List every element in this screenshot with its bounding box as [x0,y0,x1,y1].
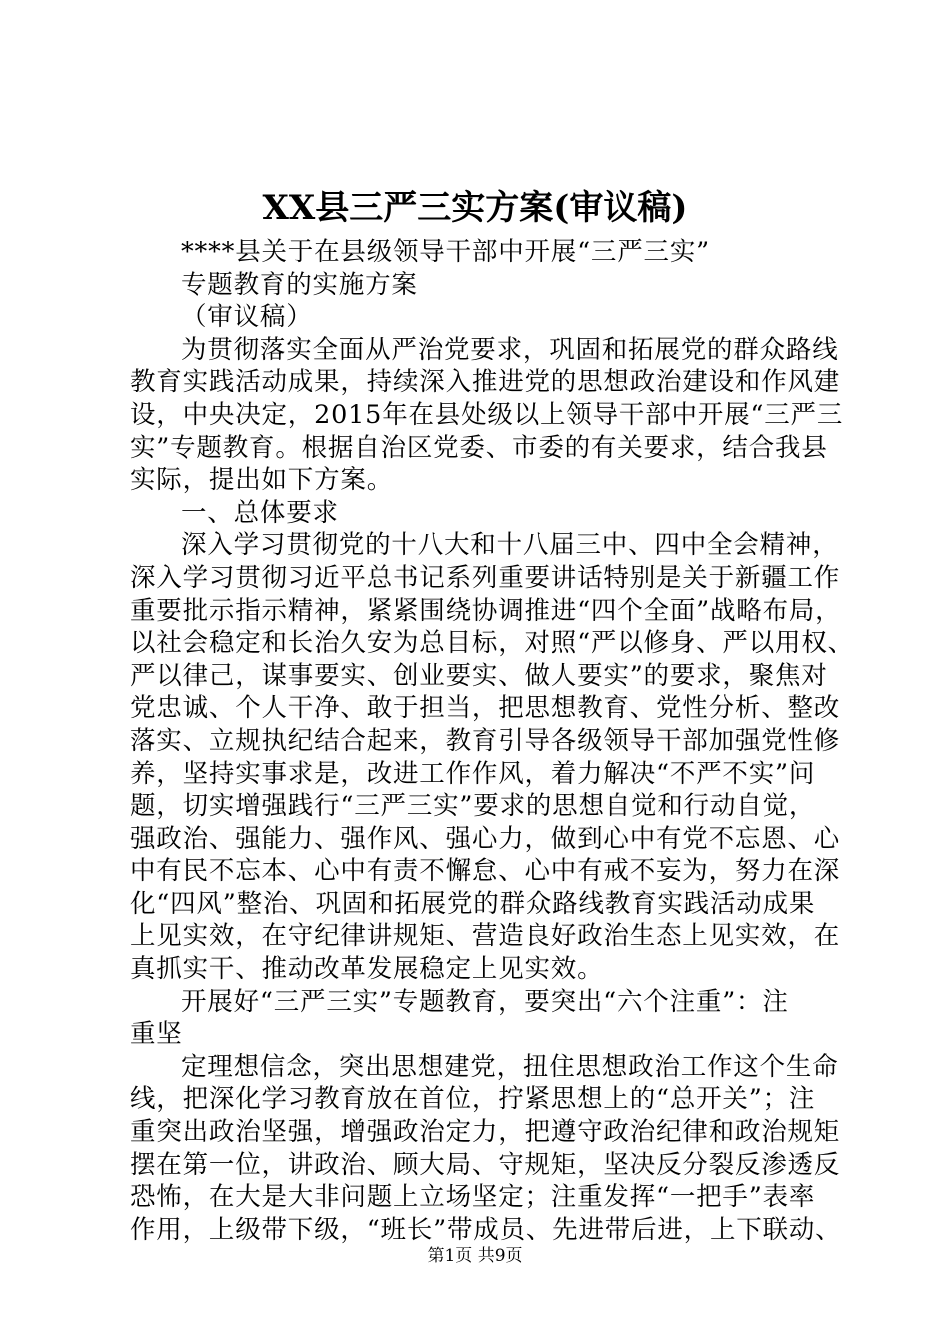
text-line: 严以律己，谋事要实、创业要实、做人要实”的要求，聚焦对 [130,660,828,691]
page-footer: 第1页 共9页 [427,1246,523,1266]
text-line: 为贯彻落实全面从严治党要求，巩固和拓展党的群众路线 [181,334,839,365]
text-line: 以社会稳定和长治久安为总目标，对照“严以修身、严以用权、 [130,628,854,659]
document-title: XX县三严三实方案(审议稿) [262,188,688,228]
text-line: 题，切实增强践行“三严三实”要求的思想自觉和行动自觉， [130,791,816,822]
text-line: 作用，上级带下级，“班长”带成员、先进带后进，上下联动、 [130,1214,842,1245]
text-line: 实”专题教育。根据自治区党委、市委的有关要求，结合我县 [130,432,828,463]
text-line: 党忠诚、个人干净、敢于担当，把思想教育、党性分析、整改 [130,693,841,724]
text-line: 线，把深化学习教育放在首位，拧紧思想上的“总开关”；注 [130,1084,816,1115]
text-line: 专题教育的实施方案 [181,269,418,300]
text-line: 真抓实干、推动改革发展稳定上见实效。 [130,954,604,985]
text-line: 重坚 [130,1019,183,1050]
text-line: 定理想信念，突出思想建党，扭住思想政治工作这个生命 [181,1051,839,1082]
text-line: 设，中央决定，2015年在县处级以上领导干部中开展“三严三 [130,399,844,430]
text-line: 养，坚持实事求是，改进工作作风，着力解决“不严不实”问 [130,758,816,789]
text-line: 深入学习贯彻习近平总书记系列重要讲话特别是关于新疆工作 [130,562,841,593]
text-line: 教育实践活动成果，持续深入推进党的思想政治建设和作风建 [130,367,841,398]
text-line: 强政治、强能力、强作风、强心力，做到心中有党不忘恩、心 [130,823,841,854]
text-line: 化“四风”整治、巩固和拓展党的群众路线教育实践活动成果 [130,888,816,919]
text-line: 上见实效，在守纪律讲规矩、营造良好政治生态上见实效，在 [130,921,841,952]
text-line: 恐怖，在大是大非问题上立场坚定；注重发挥“一把手”表率 [130,1182,816,1213]
text-line: 重要批示指示精神，紧紧围绕协调推进“四个全面”战略布局， [130,595,842,626]
text-line: 中有民不忘本、心中有责不懈怠、心中有戒不妄为，努力在深 [130,856,841,887]
text-line: 摆在第一位，讲政治、顾大局、守规矩，坚决反分裂反渗透反 [130,1149,841,1180]
text-line: 实际，提出如下方案。 [130,465,394,496]
text-line: ****县关于在县级领导干部中开展“三严三实” [181,237,710,267]
section-heading: 一、总体要求 [181,497,339,528]
document-body [130,236,854,1246]
text-line: 落实、立规执纪结合起来，教育引导各级领导干部加强党性修 [130,725,841,756]
text-line: 开展好“三严三实”专题教育，要突出“六个注重”：注 [181,986,789,1017]
text-line: 重突出政治坚强，增强政治定力，把遵守政治纪律和政治规矩 [130,1117,841,1148]
text-line: （审议稿） [181,302,313,333]
text-line: 深入学习贯彻党的十八大和十八届三中、四中全会精神， [181,530,839,561]
